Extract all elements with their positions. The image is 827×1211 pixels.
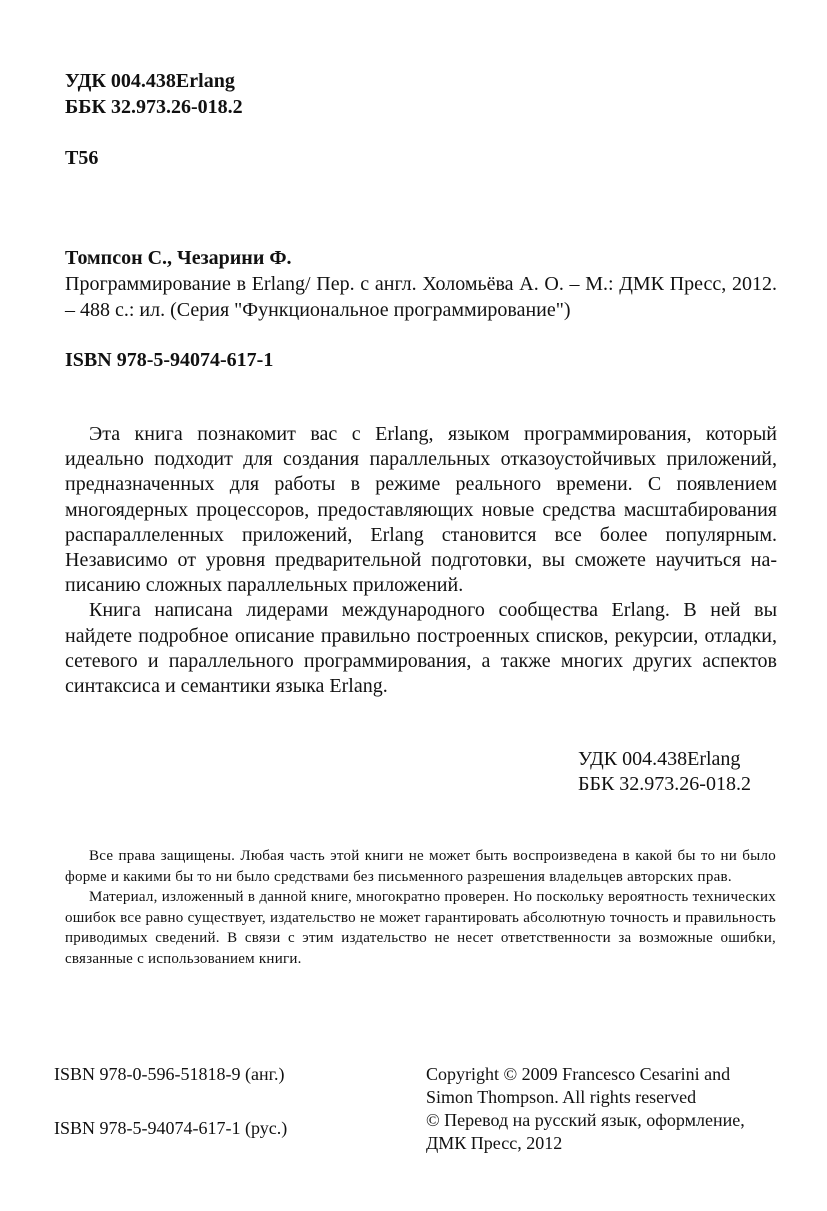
classification-codes-right [578,747,751,797]
udc-code: УДК 004.438Erlang [65,70,235,92]
copyright-line: Simon Thompson. All rights reserved [426,1087,697,1107]
isbn-main: ISBN 978-5-94074-617-1 [65,349,274,371]
bibliographic-description: Программирование в Erlang/ Пер. с англ. Холомьёва А. О. – М.: ДМК Пресс, 2012. – 488 с.: ил. (Серия "Функциональное программирование") [65,273,777,321]
annotation-paragraph: Эта книга познакомит вас с Erlang, языком программирования, который идеально подходит для создания параллельных отказоустойчивых приложений, предназначенных для работы в режиме реального времени. С появлением многоядерных процессоров, предоставляющих новые средства масштабирования распараллеленных приложений, Erlang становится все более популярным. Независимо от уровня предварительной подготовки, вы сможете научиться написанию сложных параллельных приложений. [65,423,777,597]
isbn-english: ISBN 978-0-596-51818-9 (анг.) [54,1064,285,1084]
bbk-code: ББК 32.973.26-018.2 [65,96,243,118]
disclaimer-paragraph: Материал, изложенный в данной книге, многократно проверен. Но поскольку вероятность технических ошибок все равно существует, издательство не может гарантировать абсолютную точность и правильность приводимых сведений. В связи с этим издательство не несет ответственности за возможные ошибки, связанные с использованием книги. [65,889,776,967]
rights-paragraph: Все права защищены. Любая часть этой книги не может быть воспроизведена в какой бы то ни было форме и какими бы то ни было средствами без письменного разрешения владельцев авторских прав. [65,848,776,885]
rights-notice [65,846,776,969]
bibliographic-record [65,245,777,323]
annotation-paragraph: Книга написана лидерами международного сообщества Erlang. В ней вы найдете подробное описание правильно построенных списков, рекурсии, отладки, сетевого и параллельного программирования, а также многих других аспектов синтаксиса и семантики языка Erlang. [65,599,777,698]
copyright-notice [426,1063,776,1155]
translation-copyright-line: ДМК Пресс, 2012 [426,1133,563,1153]
translation-copyright-line: © Перевод на русский язык, оформление, [426,1110,745,1130]
annotation [65,422,777,699]
authors: Томпсон С., Чезарини Ф. [65,247,292,269]
isbn-list [54,1063,287,1139]
udc-code-right: УДК 004.438Erlang [578,748,741,770]
author-mark: Т56 [65,147,99,169]
bbk-code-right: ББК 32.973.26-018.2 [578,773,751,795]
classification-codes [65,68,243,120]
copyright-line: Copyright © 2009 Francesco Cesarini and [426,1064,731,1084]
isbn-russian: ISBN 978-5-94074-617-1 (рус.) [54,1118,288,1138]
